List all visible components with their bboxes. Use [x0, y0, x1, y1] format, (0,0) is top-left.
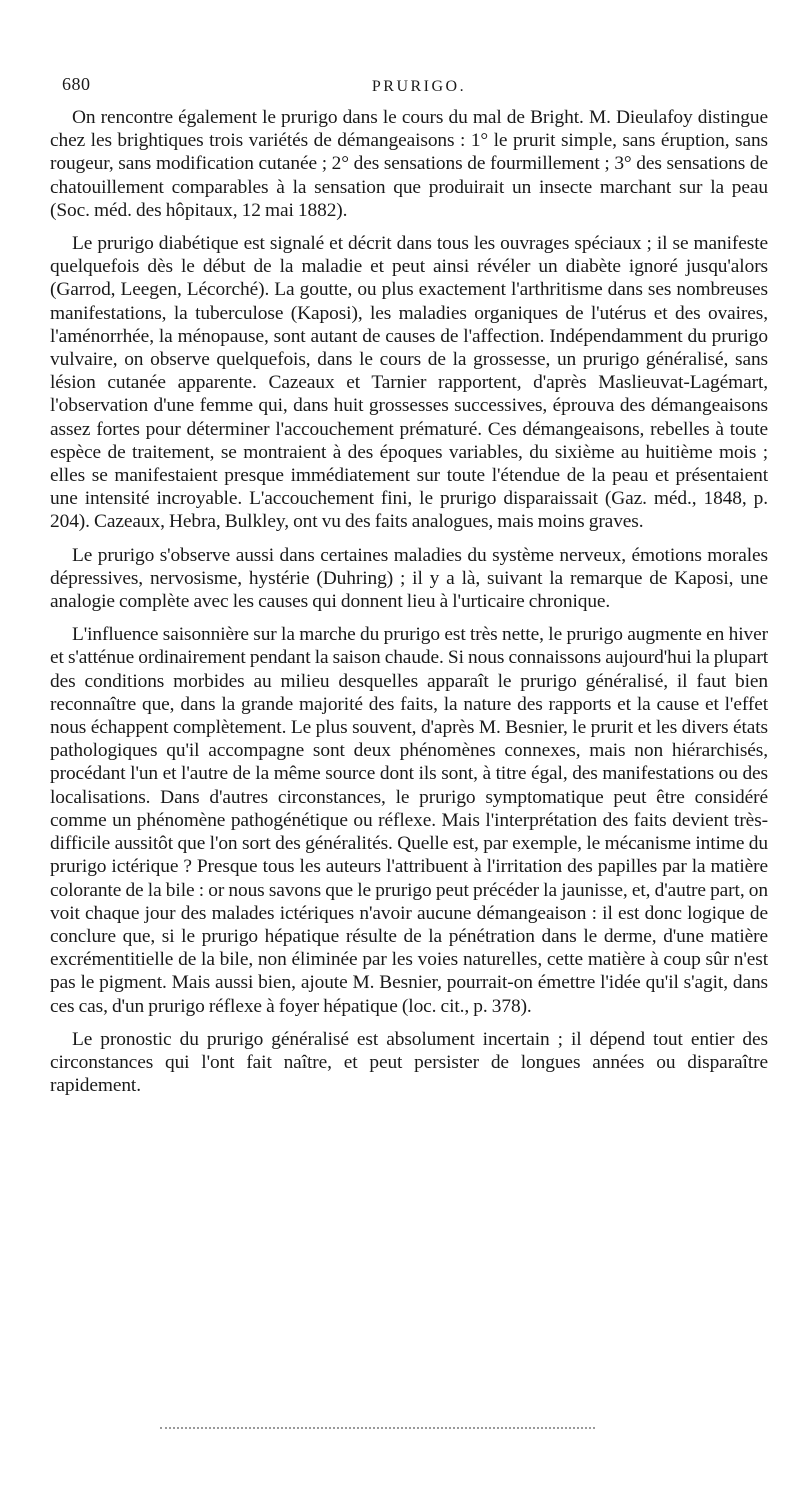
paragraph-bright-disease: On rencontre également le prurigo dans le cours du mal de Bright. M. Dieulafoy distingue chez les brightiques trois variétés de démangeaisons : 1° le prurit simple, sans éruption, sans rougeur, sans modification cutanée ; 2° des sensations de fourmillement ; 3° des sensations de chatouillement comparables à la sensation que produirait un insecte marchant sur la peau (Soc. méd. des hôpitaux, 12 mai 1882). [50, 107, 768, 221]
body-text [50, 106, 768, 1097]
paragraph-nervous-system: Le prurigo s'observe aussi dans certaines maladies du système nerveux, émotions morales dépressives, nervosisme, hystérie (Duhring) ; il y a là, suivant la remarque de Kaposi, une analogie complète avec les causes qui donnent lieu à l'urticaire chronique. [50, 544, 768, 613]
paragraph-seasonal-influence: L'influence saisonnière sur la marche du prurigo est très nette, le prurigo augmente en hiver et s'atténue ordinairement pendant la saison chaude. Si nous connaissons aujourd'hui la plupart des conditions morbides au milieu desquelles apparaît le prurigo généralisé, il faut bien reconnaître que, dans la grande majorité des faits, la nature des rapports et la cause et l'effet nous échappent complètement. Le plus souvent, d'après M. Besnier, le prurit et les divers états pathologiques qu'il accompagne sont deux phénomènes connexes, mais non hiérarchisés, procédant l'un et l'autre de la même source dont ils sont, à titre égal, des manifestations ou des localisations. Dans d'autres circonstances, le prurigo symptomatique peut être considéré comme un phénomène pathogénétique ou réflexe. Mais l'interprétation des faits devient très-difficile aussitôt que l'on sort des généralités. Quelle est, par exemple, le mécanisme intime du prurigo ictérique ? Presque tous les auteurs l'attribuent à l'irritation des papilles par la matière colorante de la bile : or nous savons que le prurigo peut précéder la jaunisse, et, d'autre part, on voit chaque jour des malades ictériques n'avoir aucune démangeaison : il est donc logique de conclure que, si le prurigo hépatique résulte de la pénétration dans le derme, d'une matière excrémentitielle de la bile, non éliminée par les voies naturelles, cette matière à coup sûr n'est pas le pigment. Mais aussi bien, ajoute M. Besnier, pourrait-on émettre l'idée qu'il s'agit, dans ces cas, d'un prurigo réflexe à foyer hépatique (loc. cit., p. 378). [50, 624, 768, 1017]
page-number: 680 [62, 74, 91, 94]
paragraph-prognosis: Le pronostic du prurigo généralisé est absolument incertain ; il dépend tout entier des circonstances qui l'ont fait naître, et peut persister de longues années ou disparaître rapidement. [50, 1028, 768, 1097]
running-title: PRURIGO. [371, 78, 467, 95]
footer-dotted-rule [160, 1427, 595, 1429]
book-page [50, 70, 768, 1107]
page-header [50, 70, 768, 100]
paragraph-diabetic-prurigo: Le prurigo diabétique est signalé et décrit dans tous les ouvrages spéciaux ; il se manifeste quelquefois dès le début de la maladie et peut ainsi révéler un diabète ignoré jusqu'alors (Garrod, Leegen, Lécorché). La goutte, ou plus exactement l'arthritisme dans ses nombreuses manifestations, la tuberculose (Kaposi), les maladies organiques de l'utérus et des ovaires, l'aménorrhée, la ménopause, sont autant de causes de l'affection. Indépendamment du prurigo vulvaire, on observe quelquefois, dans le cours de la grossesse, un prurigo généralisé, sans lésion cutanée apparente. Cazeaux et Tarnier rapportent, d'après Maslieuvat-Lagémart, l'observation d'une femme qui, dans huit grossesses successives, éprouva des démangeaisons assez fortes pour déterminer l'accouchement prématuré. Ces démangeaisons, rebelles à toute espèce de traitement, se montraient à des époques variables, du sixième au huitième mois ; elles se manifestaient presque immédiatement sur toute l'étendue de la peau et présentaient une intensité incroyable. L'accouchement fini, le prurigo disparaissait (Gaz. méd., 1848, p. 204). Cazeaux, Hebra, Bulkley, ont vu des faits analogues, mais moins graves. [50, 233, 768, 533]
